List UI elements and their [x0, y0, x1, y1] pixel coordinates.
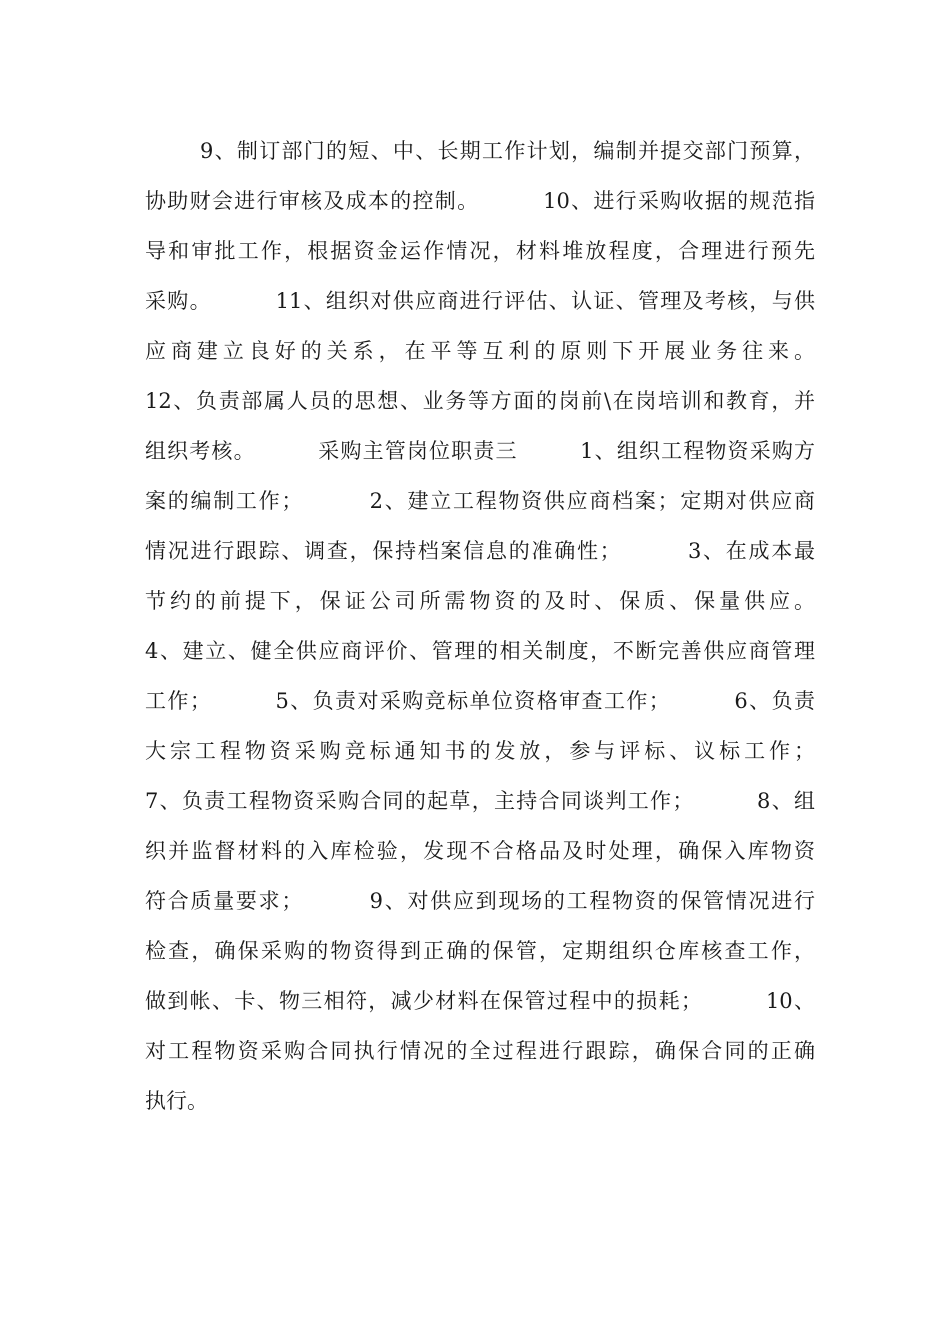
text-line: 符合质量要求； 9、对供应到现场的工程物资的保管情况进行 — [145, 889, 815, 913]
text-line: 7、负责工程物资采购合同的起草，主持合同谈判工作； 8、组 — [145, 789, 815, 813]
text-line: 4、建立、健全供应商评价、管理的相关制度，不断完善供应商管理 — [145, 639, 815, 663]
text-line: 情况进行跟踪、调查，保持档案信息的准确性； 3、在成本最 — [145, 539, 815, 563]
text-line: 导和审批工作，根据资金运作情况，材料堆放程度，合理进行预先 — [145, 239, 815, 263]
text-line: 9、制订部门的短、中、长期工作计划，编制并提交部门预算， — [200, 139, 815, 163]
text-line: 应商建立良好的关系，在平等互利的原则下开展业务往来。 — [145, 339, 815, 363]
text-line: 工作； 5、负责对采购竞标单位资格审查工作； 6、负责 — [145, 689, 815, 713]
text-line: 12、负责部属人员的思想、业务等方面的岗前\在岗培训和教育，并 — [145, 389, 815, 413]
text-line: 做到帐、卡、物三相符，减少材料在保管过程中的损耗； 10、 — [145, 989, 815, 1013]
text-line: 采购。 11、组织对供应商进行评估、认证、管理及考核，与供 — [145, 289, 815, 313]
text-line: 节约的前提下，保证公司所需物资的及时、保质、保量供应。 — [145, 589, 815, 613]
text-line: 案的编制工作； 2、建立工程物资供应商档案；定期对供应商 — [145, 489, 815, 513]
text-line: 协助财会进行审核及成本的控制。 10、进行采购收据的规范指 — [145, 189, 815, 213]
text-line: 执行。 — [145, 1089, 208, 1113]
text-line: 织并监督材料的入库检验，发现不合格品及时处理，确保入库物资 — [145, 839, 815, 863]
text-line: 检查，确保采购的物资得到正确的保管，定期组织仓库核查工作， — [145, 939, 815, 963]
text-line: 大宗工程物资采购竞标通知书的发放，参与评标、议标工作； — [145, 739, 815, 763]
text-line: 对工程物资采购合同执行情况的全过程进行跟踪，确保合同的正确 — [145, 1039, 815, 1063]
text-line: 组织考核。 采购主管岗位职责三 1、组织工程物资采购方 — [145, 439, 815, 463]
